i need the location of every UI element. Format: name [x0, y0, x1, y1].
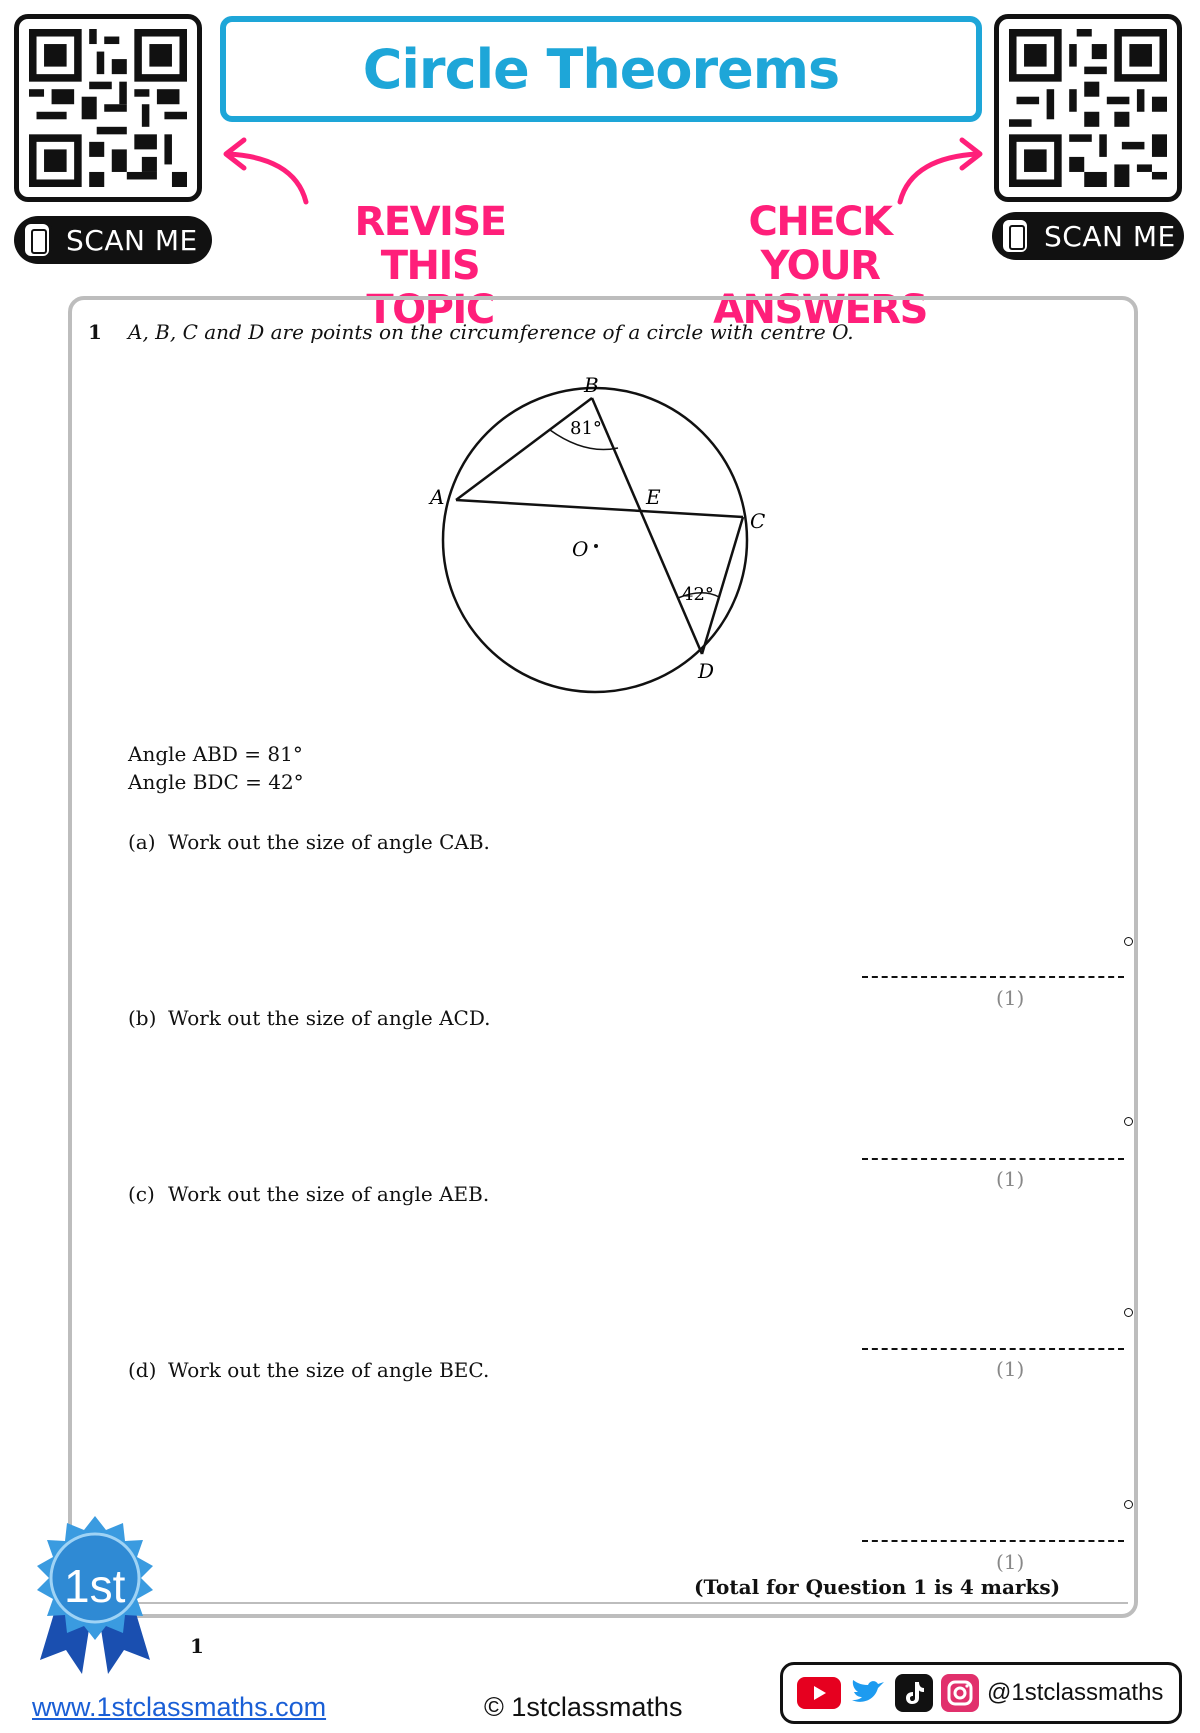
- centre-dot: [594, 544, 598, 548]
- check-answers-line2: ANSWERS: [713, 287, 927, 333]
- twitter-icon[interactable]: [849, 1674, 887, 1712]
- revise-topic-line1: REVISE THIS: [354, 199, 506, 289]
- tiktok-icon[interactable]: [895, 1674, 933, 1712]
- scan-me-right[interactable]: [992, 212, 1184, 260]
- page-title-box: [220, 16, 982, 122]
- revise-topic-line2: TOPIC: [366, 287, 494, 333]
- rosette-badge-icon: [30, 1510, 160, 1674]
- given-angle-abd: Angle ABD = 81°: [128, 742, 303, 766]
- degree-symbol: [1124, 1500, 1133, 1509]
- degree-symbol: [1124, 1308, 1133, 1317]
- social-handle[interactable]: @1stclassmaths: [987, 1679, 1164, 1706]
- part-a-label: (a): [128, 830, 156, 854]
- part-c-text: Work out the size of angle AEB.: [168, 1182, 490, 1206]
- qr-pattern-icon: [1009, 29, 1167, 187]
- page-title: Circle Theorems: [362, 37, 840, 101]
- chord-ab: [456, 398, 592, 500]
- copyright: © 1stclassmaths: [484, 1692, 683, 1722]
- scan-me-left[interactable]: [14, 216, 212, 264]
- marks-d: (1): [996, 1550, 1025, 1574]
- part-a-text: Work out the size of angle CAB.: [168, 830, 490, 854]
- answer-line-d[interactable]: [862, 1540, 1124, 1542]
- part-b-text: Work out the size of angle ACD.: [168, 1006, 491, 1030]
- point-label-c: C: [750, 509, 766, 533]
- qr-code-answers[interactable]: [994, 14, 1182, 202]
- answer-line-b[interactable]: [862, 1158, 1124, 1160]
- part-c-label: (c): [128, 1182, 155, 1206]
- arrow-left-icon: [218, 130, 318, 210]
- answer-line-c[interactable]: [862, 1348, 1124, 1350]
- instagram-icon[interactable]: [941, 1674, 979, 1712]
- qr-pattern-icon: [29, 29, 187, 187]
- scan-me-label-right: SCAN ME: [1044, 219, 1176, 253]
- point-label-e: E: [646, 485, 661, 509]
- part-d-label: (d): [128, 1358, 157, 1382]
- degree-symbol: [1124, 1117, 1133, 1126]
- point-label-a: A: [430, 485, 445, 509]
- point-label-b: B: [584, 373, 599, 397]
- marks-b: (1): [996, 1167, 1025, 1191]
- point-label-d: D: [698, 659, 715, 683]
- phone-icon: [1000, 217, 1030, 255]
- answer-line-a[interactable]: [862, 976, 1124, 978]
- given-angle-bdc: Angle BDC = 42°: [128, 770, 304, 794]
- question-intro: A, B, C and D are points on the circumference of a circle with centre O.: [128, 320, 854, 344]
- part-d-text: Work out the size of angle BEC.: [168, 1358, 490, 1382]
- question-total: (Total for Question 1 is 4 marks): [694, 1575, 1061, 1599]
- marks-a: (1): [996, 986, 1025, 1010]
- marks-c: (1): [996, 1357, 1025, 1381]
- part-b-label: (b): [128, 1006, 157, 1030]
- page-number: 1: [190, 1634, 204, 1658]
- website-link[interactable]: www.1stclassmaths.com: [32, 1692, 327, 1722]
- angle-label-42: 42°: [682, 584, 714, 605]
- circle-diagram: [420, 370, 766, 710]
- arrow-right-icon: [888, 130, 988, 210]
- angle-label-81: 81°: [570, 418, 602, 439]
- point-label-o: O: [572, 537, 589, 561]
- question-number: 1: [88, 320, 102, 344]
- phone-icon: [22, 221, 52, 259]
- chord-bd: [592, 398, 702, 654]
- chord-ac: [456, 500, 743, 517]
- scan-me-label-left: SCAN ME: [66, 223, 198, 257]
- social-bar: [780, 1662, 1182, 1724]
- qr-code-revise[interactable]: [14, 14, 202, 202]
- badge-text: 1st: [64, 1560, 126, 1612]
- youtube-icon[interactable]: [797, 1677, 841, 1709]
- degree-symbol: [1124, 937, 1133, 946]
- check-answers-line1: CHECK YOUR: [748, 199, 892, 289]
- total-underline: [126, 1602, 1128, 1604]
